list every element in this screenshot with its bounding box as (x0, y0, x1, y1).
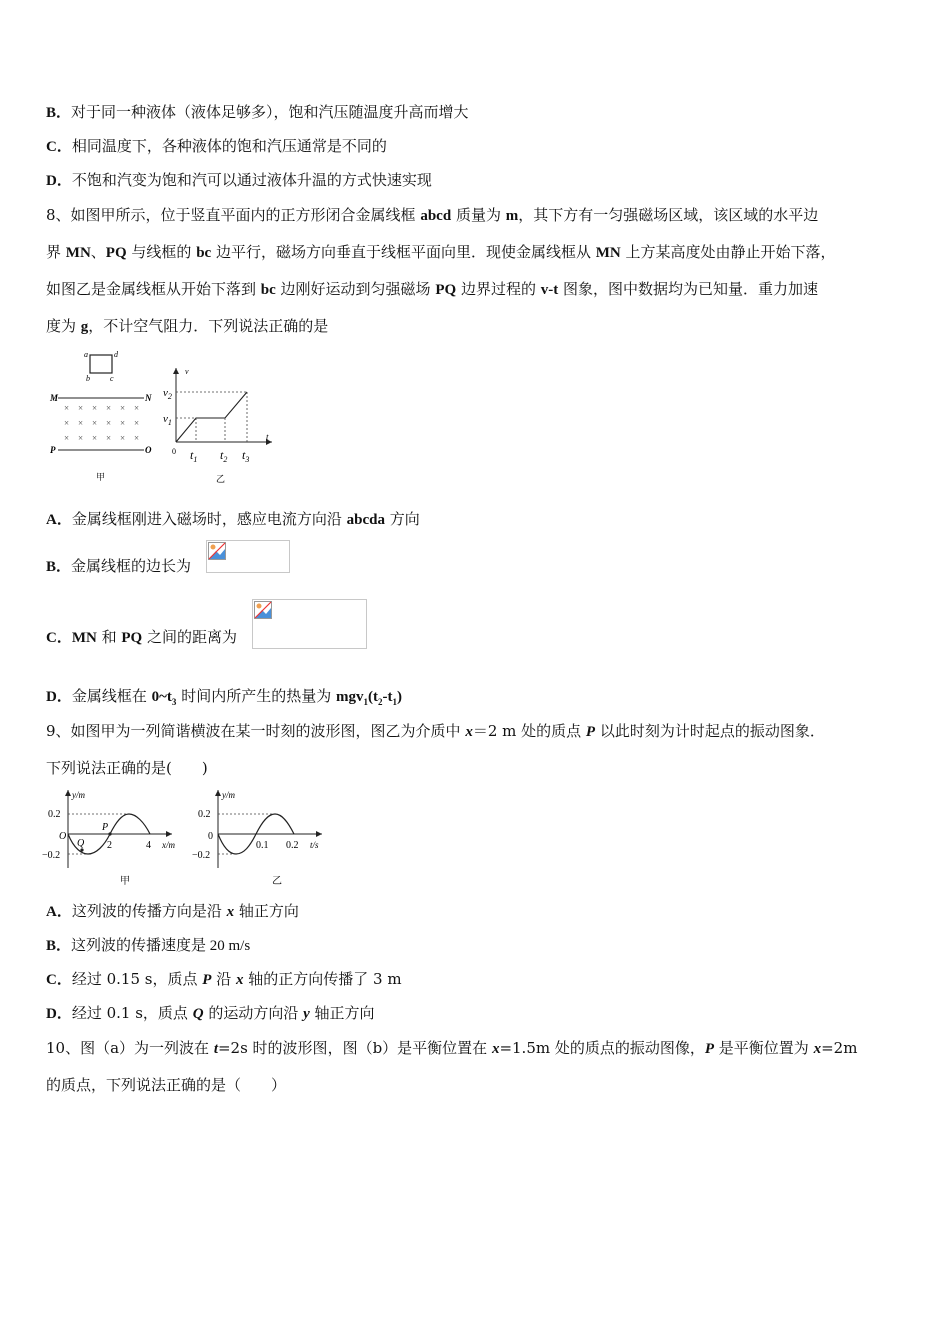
text: 是平衡位置为 (714, 1039, 814, 1057)
text: ＝2 m 处的质点 (472, 722, 586, 740)
option-text: 这列波的传播方向是沿 (71, 902, 227, 920)
q8-stem-line-1 (46, 205, 818, 226)
q9-option-c (46, 969, 402, 990)
text: bc (260, 282, 276, 298)
option-text: 经过 0.1 s，质点 (71, 1004, 193, 1022)
option-text: PQ (121, 630, 143, 646)
tick-0-2: 0.2 (286, 840, 299, 851)
text: 质量为 (451, 206, 506, 224)
text: x (465, 724, 473, 740)
q8-stem-line-2 (46, 242, 836, 263)
q8-stem-line-4 (46, 316, 328, 337)
field-cross: × (92, 418, 98, 428)
option-label: C． (46, 972, 72, 988)
v-axis-arrow (173, 368, 179, 374)
text: =2m (821, 1039, 858, 1057)
label-d: d (114, 350, 118, 359)
text: 界 (46, 243, 66, 261)
text: PQ (435, 282, 457, 298)
v1-label: $v_1$ (163, 413, 172, 427)
q8-option-a (46, 509, 420, 530)
tick-0-1: 0.1 (256, 840, 269, 851)
field-cross: × (64, 433, 70, 443)
q9-option-b (46, 935, 250, 956)
label-b: b (86, 374, 90, 383)
option-text: x (235, 972, 244, 988)
q9-option-d (46, 1003, 375, 1024)
text: x (813, 1041, 822, 1057)
caption-jia: 甲 (120, 876, 130, 887)
text: 与线框的 (126, 243, 197, 261)
origin-label: 0 (172, 447, 176, 456)
q10-stem-line-1 (46, 1038, 857, 1059)
tick-4: 4 (146, 840, 151, 851)
t3-label: $t_3$ (242, 448, 250, 464)
text: 上方某高度处由静止开始下落， (620, 243, 836, 261)
option-text: 对于同一种液体（液体足够多），饱和汽压随温度升高而增大 (71, 103, 469, 121)
q8-stem-line-3 (46, 279, 818, 300)
q10-stem-line-2 (46, 1075, 286, 1095)
option-text: 金属线框刚进入磁场时，感应电流方向沿 (71, 510, 347, 528)
t-axis-label: t (266, 432, 269, 442)
option-text: 金属线框在 (71, 687, 152, 705)
magnetic-field-crosses (64, 403, 139, 443)
caption-yi: 乙 (216, 474, 226, 484)
option-text: 经过 0.15 s，质点 (71, 970, 203, 988)
q8-option-d (46, 686, 402, 712)
tick-top: 0.2 (198, 809, 211, 820)
field-cross: × (120, 418, 126, 428)
option-text: 金属线框的边长为 (71, 557, 192, 575)
x-axis-arrow (166, 831, 172, 837)
broken-image-formula-c (252, 599, 367, 649)
field-cross: × (120, 433, 126, 443)
option-label: C． (46, 630, 72, 646)
option-label: A． (46, 512, 72, 528)
field-cross: × (134, 433, 140, 443)
vt-curve (176, 392, 247, 442)
text: 的质点，下列说法正确的是（ ） (46, 1076, 287, 1094)
option-text: MN (71, 630, 97, 646)
field-cross: × (92, 403, 98, 413)
field-cross: × (64, 403, 70, 413)
text: 边平行，磁场方向垂直于线框平面向里．现使金属线框从 (211, 243, 596, 261)
t-axis-label: t/s (310, 840, 319, 850)
text: 图象，图中数据均为已知量．重力加速 (558, 280, 818, 298)
q9-figure-yi (186, 786, 330, 890)
option-text: 的运动方向沿 (203, 1004, 304, 1022)
option-text: y (303, 1006, 310, 1022)
label-o: O (145, 445, 152, 455)
q9-option-a (46, 901, 299, 922)
text: 边界过程的 (456, 280, 541, 298)
q8-option-c (46, 627, 237, 648)
caption-jia: 甲 (96, 472, 106, 482)
text: =2s 时的波形图，图（b）是平衡位置在 (217, 1039, 492, 1057)
field-cross: × (78, 433, 84, 443)
broken-image-formula-b (206, 540, 290, 573)
y-axis-label: y/m (72, 790, 85, 800)
q7-option-b (46, 102, 469, 123)
y-axis-label: y/m (222, 790, 235, 800)
field-cross: × (134, 403, 140, 413)
tick-bottom: −0.2 (42, 850, 61, 861)
y-axis-arrow (65, 790, 71, 796)
text: 10、图（a）为一列波在 (46, 1039, 214, 1057)
text: 、 (90, 243, 106, 261)
text: MN (595, 245, 621, 261)
option-text: 轴的正方向传播了 3 m (243, 970, 402, 988)
field-cross: × (134, 418, 140, 428)
option-label: D． (46, 173, 72, 189)
label-a: a (84, 350, 88, 359)
y-axis-arrow (215, 790, 221, 796)
text: m (505, 208, 519, 224)
text: x (491, 1041, 500, 1057)
text: 以此时刻为计时起点的振动图象． (595, 722, 825, 740)
option-text: 轴正方向 (309, 1004, 375, 1022)
text: t (213, 1041, 218, 1057)
field-cross: × (106, 418, 112, 428)
option-text: 和 (96, 628, 122, 646)
text: PQ (105, 245, 127, 261)
q8-figure-jia (48, 348, 158, 488)
option-label: B． (46, 559, 72, 575)
text: 边刚好运动到匀强磁场 (275, 280, 436, 298)
q8-option-b (46, 556, 191, 577)
text: 9、如图甲为一列简谐横波在某一时刻的波形图，图乙为介质中 (46, 722, 466, 740)
q7-option-d (46, 170, 432, 191)
t1-label: $t_1$ (190, 448, 198, 464)
broken-image-icon (208, 542, 226, 560)
label-q: Q (77, 838, 85, 849)
q9-figure-jia (42, 786, 182, 890)
broken-image-icon (254, 601, 272, 619)
label-m: M (50, 393, 59, 403)
tick-bottom: −0.2 (192, 850, 211, 861)
option-text: 相同温度下，各种液体的饱和汽压通常是不同的 (71, 137, 387, 155)
field-cross: × (78, 418, 84, 428)
heat-formula: $mgv_1(t_2-t_1)$ (335, 689, 402, 707)
option-label: A． (46, 904, 72, 920)
point-p (108, 832, 111, 835)
text: ，其下方有一匀强磁场区域，该区域的水平边 (518, 206, 819, 224)
q9-stem-line-1 (46, 721, 825, 742)
square-loop (90, 355, 112, 373)
label-c: c (110, 374, 114, 383)
text: ，不计空气阻力．下列说法正确的是 (88, 317, 329, 335)
origin-label: O (59, 831, 67, 842)
q9-stem-line-2 (46, 758, 208, 778)
text: 8、如图甲所示，位于竖直平面内的正方形闭合金属线框 (46, 206, 421, 224)
v-axis-label: v (185, 367, 189, 376)
option-text: 时间内所产生的热量为 (176, 687, 336, 705)
origin-label: 0 (208, 831, 213, 842)
option-text: 不饱和汽变为饱和汽可以通过液体升温的方式快速实现 (71, 171, 432, 189)
text: v-t (540, 282, 559, 298)
q7-option-c (46, 136, 387, 157)
t-axis-arrow (316, 831, 322, 837)
text: abcd (420, 208, 452, 224)
t2-label: $t_2$ (220, 448, 228, 464)
tick-2: 2 (107, 840, 112, 851)
x-axis-label: x/m (162, 840, 175, 850)
text: =1.5m 处的质点的振动图像， (499, 1039, 705, 1057)
option-text: 轴正方向 (234, 902, 299, 920)
option-label: B． (46, 938, 72, 954)
option-text: Q (192, 1006, 204, 1022)
field-cross: × (92, 433, 98, 443)
field-cross: × (106, 403, 112, 413)
label-p: P (50, 445, 56, 455)
option-label: B． (46, 105, 72, 121)
option-label: D． (46, 1006, 72, 1022)
v2-label: $v_2$ (163, 387, 172, 401)
option-text: P (202, 972, 212, 988)
field-cross: × (106, 433, 112, 443)
text: P (704, 1041, 715, 1057)
text: 如图乙是金属线框从开始下落到 (46, 280, 261, 298)
text: bc (196, 245, 212, 261)
option-label: C． (46, 139, 72, 155)
option-text: 沿 (211, 970, 236, 988)
text: 下列说法正确的是( ) (46, 759, 208, 777)
label-p: P (102, 822, 109, 833)
option-label: D． (46, 689, 72, 705)
option-text: 之间的距离为 (142, 628, 238, 646)
field-cross: × (64, 418, 70, 428)
tick-top: 0.2 (48, 809, 61, 820)
q8-figure-yi (160, 362, 280, 488)
text: g (80, 319, 89, 335)
option-text: 这列波的传播速度是 20 m/s (71, 938, 251, 954)
range: $0\sim t_3$ (151, 689, 177, 707)
field-cross: × (78, 403, 84, 413)
option-text: abcda (346, 512, 385, 528)
option-text: 方向 (384, 510, 420, 528)
caption-yi: 乙 (272, 876, 282, 887)
label-n: N (145, 393, 152, 403)
text: MN (65, 245, 91, 261)
field-cross: × (120, 403, 126, 413)
text: P (585, 724, 596, 740)
option-text: x (226, 904, 235, 920)
text: 度为 (46, 317, 81, 335)
